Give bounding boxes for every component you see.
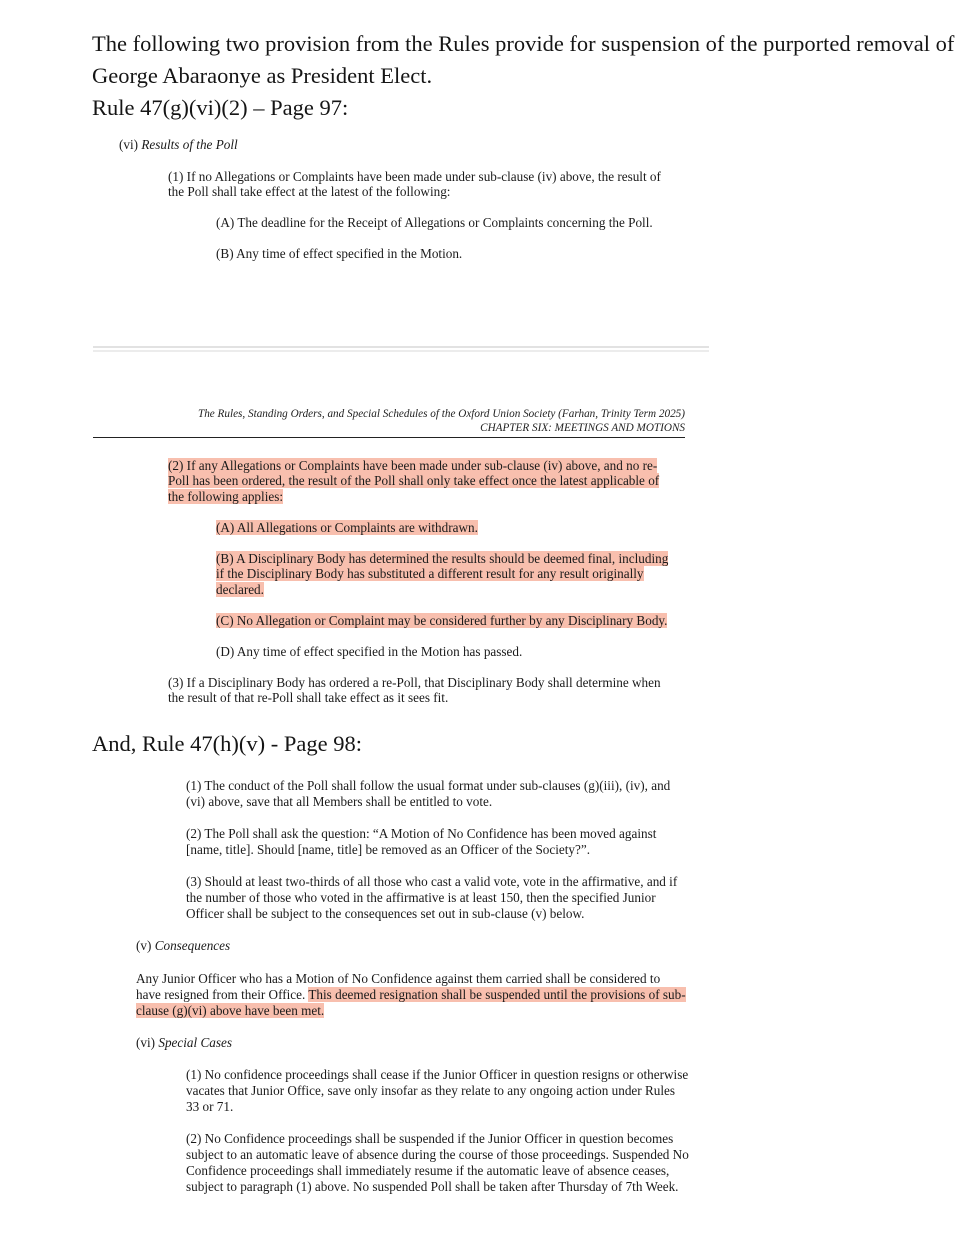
running-header-line-2: CHAPTER SIX: MEETINGS AND MOTIONS: [480, 422, 685, 434]
special-clause-2-line-4: subject to paragraph (1) above. No suspended Poll shall be taken after Thursday of 7th Week.: [186, 1179, 679, 1194]
section-heading-consequences: [136, 938, 230, 954]
h-clause-3-line-3: Officer shall be subject to the consequences set out in sub-clause (v) below.: [186, 906, 585, 921]
highlight: (A) All Allegations or Complaints are withdrawn.: [216, 520, 478, 535]
highlight: (B) A Disciplinary Body has determined the results should be deemed final, including: [216, 551, 669, 566]
highlight: This deemed resignation shall be suspended until the provisions of sub-: [308, 987, 686, 1002]
highlight: declared.: [216, 582, 264, 597]
plain-text: have resigned from their Office.: [136, 987, 309, 1002]
section-title: Special Cases: [158, 1035, 232, 1050]
header-rule: [93, 437, 685, 438]
special-clause-2-line-3: Confidence proceedings shall immediately resume if the automatic leave of absence ceases,: [186, 1163, 670, 1178]
section-number: (v): [136, 938, 155, 953]
special-clause-2-line-1: (2) No Confidence proceedings shall be suspended if the Junior Officer in question becomes: [186, 1131, 674, 1146]
rule-heading-47-g-vi-2: Rule 47(g)(vi)(2) – Page 97:: [92, 95, 349, 120]
h-clause-1-line-2: (vi) above, save that all Members shall be entitled to vote.: [186, 794, 493, 809]
highlight: the following applies:: [168, 489, 284, 504]
p97-item-b: (B) Any time of effect specified in the Motion.: [216, 246, 463, 261]
intro-line-1: The following two provision from the Rules provide for suspension of the purported removal of: [92, 31, 955, 56]
highlight: if the Disciplinary Body has substituted a different result for any result originally: [216, 566, 644, 581]
rule-heading-47-h-v: And, Rule 47(h)(v) - Page 98:: [92, 731, 362, 756]
section-title: Results of the Poll: [141, 137, 238, 152]
h-clause-3-line-1: (3) Should at least two-thirds of all those who cast a valid vote, vote in the affirmative, and if: [186, 874, 678, 889]
p97-item-a: (A) The deadline for the Receipt of Allegations or Complaints concerning the Poll.: [216, 215, 653, 230]
section-title: Consequences: [154, 938, 231, 953]
consequences-line-3: [136, 1003, 324, 1019]
p98-clause-2-line-1: [168, 458, 657, 474]
p98-item-c: [216, 613, 667, 629]
h-clause-1-line-1: (1) The conduct of the Poll shall follow the usual format under sub-clauses (g)(iii), (iv), and: [186, 778, 671, 793]
special-clause-1-line-3: 33 or 71.: [186, 1099, 234, 1114]
h-clause-2-line-1: (2) The Poll shall ask the question: “A Motion of No Confidence has been moved against: [186, 826, 657, 841]
section-heading-results-of-poll: [119, 137, 238, 153]
p98-item-b-line-3: [216, 582, 264, 598]
special-clause-2-line-2: subject to an automatic leave of absence during the course of those proceedings. Suspended No: [186, 1147, 689, 1162]
p98-clause-2-line-3: [168, 489, 283, 505]
h-clause-2-line-2: [name, title]. Should [name, title] be removed as an Officer of the Society?”.: [186, 842, 591, 857]
p97-clause-1-line-2: the Poll shall take effect at the latest of the following:: [168, 184, 451, 199]
p98-clause-2-line-2: [168, 473, 659, 489]
p98-item-b-line-1: [216, 551, 668, 567]
h-clause-3-line-2: the number of those who voted in the affirmative is at least 150, then the specified Junior: [186, 890, 656, 905]
highlight: clause (g)(vi) above have been met.: [136, 1003, 325, 1018]
special-clause-1-line-1: (1) No confidence proceedings shall cease if the Junior Officer in question resigns or otherwise: [186, 1067, 689, 1082]
intro-line-2: George Abaraonye as President Elect.: [92, 63, 433, 88]
p98-item-b-line-2: [216, 566, 644, 582]
p98-clause-3-line-2: the result of that re-Poll shall take effect as it sees fit.: [168, 690, 449, 705]
highlight: Poll has been ordered, the result of the Poll shall only take effect once the latest applicable of: [168, 473, 660, 488]
highlight: (C) No Allegation or Complaint may be considered further by any Disciplinary Body.: [216, 613, 668, 628]
p98-clause-3-line-1: (3) If a Disciplinary Body has ordered a re-Poll, that Disciplinary Body shall determine when: [168, 675, 661, 690]
section-number: (vi): [119, 137, 142, 152]
p98-item-a: [216, 520, 478, 536]
running-header-line-1: The Rules, Standing Orders, and Special Schedules of the Oxford Union Society (Farhan, Trinity Term 2025): [197, 408, 685, 420]
consequences-line-1: Any Junior Officer who has a Motion of No Confidence against them carried shall be considered to: [136, 971, 661, 986]
section-heading-special-cases: [136, 1035, 232, 1051]
section-number: (vi): [136, 1035, 159, 1050]
highlight: (2) If any Allegations or Complaints have been made under sub-clause (iv) above, and no re-: [168, 458, 658, 473]
page-break-divider: [93, 346, 709, 352]
consequences-line-2: [136, 987, 686, 1003]
special-clause-1-line-2: vacates that Junior Office, save only insofar as they relate to any ongoing action under Rules: [186, 1083, 676, 1098]
p97-clause-1-line-1: (1) If no Allegations or Complaints have been made under sub-clause (iv) above, the result of: [168, 169, 661, 184]
p98-item-d: (D) Any time of effect specified in the Motion has passed.: [216, 644, 523, 659]
